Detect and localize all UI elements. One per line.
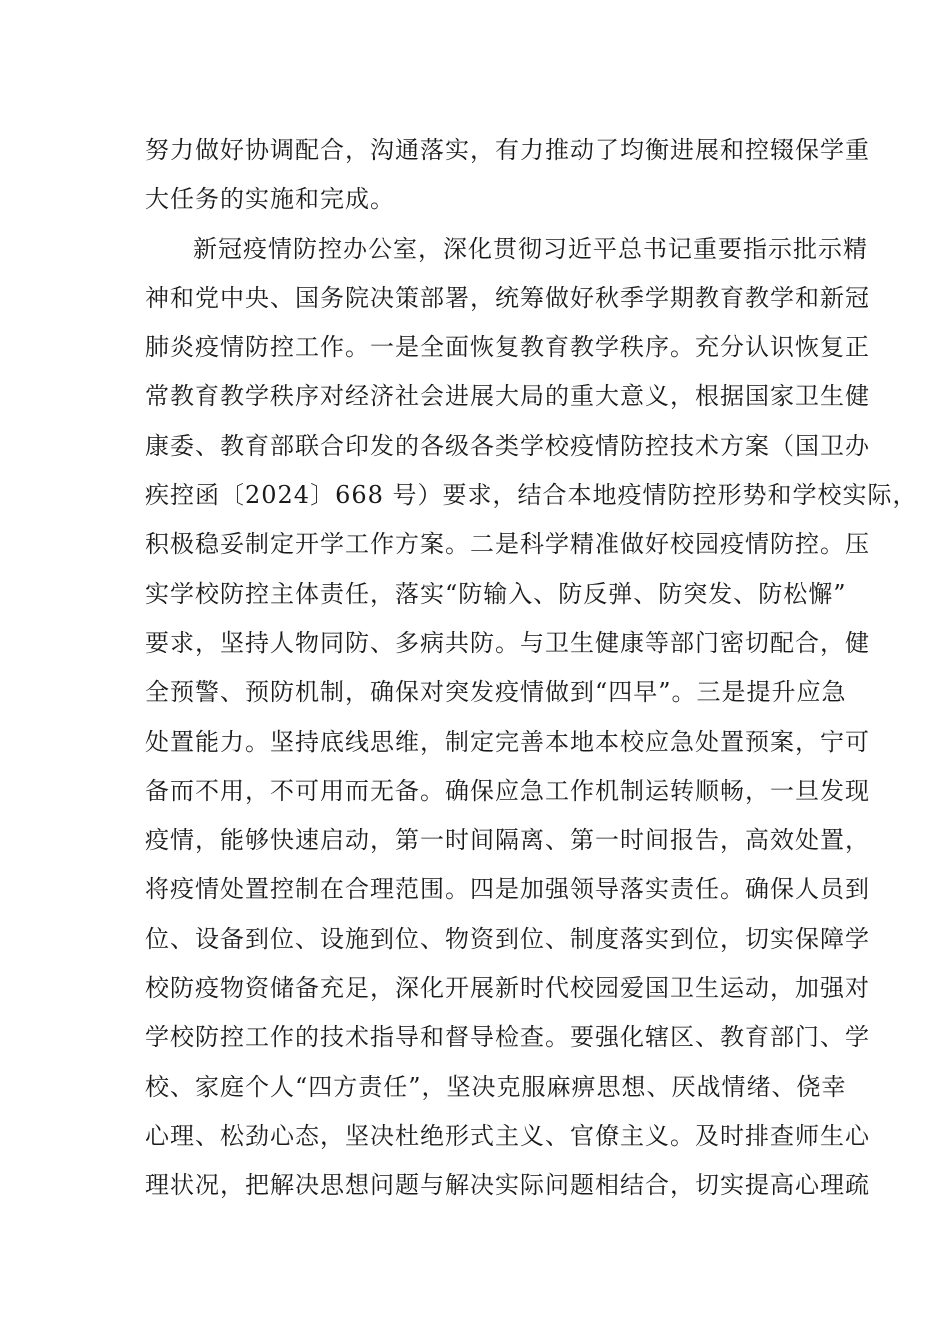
body-text bbox=[145, 126, 918, 1211]
text-line: 全预警、预防机制，确保对突发疫情做到“四早”。三是提升应急 bbox=[145, 678, 847, 707]
text-line: 理状况，把解决思想问题与解决实际问题相结合，切实提高心理疏 bbox=[145, 1171, 870, 1200]
text-line: 心理、松劲心态，坚决杜绝形式主义、官僚主义。及时排查师生心 bbox=[145, 1121, 870, 1150]
text-line: 努力做好协调配合，沟通落实，有力推动了均衡进展和控辍保学重 bbox=[145, 136, 870, 164]
text-line: 校防疫物资储备充足，深化开展新时代校园爱国卫生运动，加强对 bbox=[145, 974, 870, 1003]
text-line: 实学校防控主体责任，落实“防输入、防反弹、防突发、防松懈” bbox=[145, 579, 847, 608]
text-line: 肺炎疫情防控工作。一是全面恢复教育教学秩序。充分认识恢复正 bbox=[145, 333, 870, 362]
text-line: 校、家庭个人“四方责任”，坚决克服麻痹思想、厌战情绪、侥幸 bbox=[145, 1072, 847, 1101]
paragraph-first-line: 新冠疫情防控办公室，深化贯彻习近平总书记重要指示批示精 bbox=[193, 234, 868, 263]
text-line: 备而不用，不可用而无备。确保应急工作机制运转顺畅，一旦发现 bbox=[145, 776, 870, 805]
text-line: 神和党中央、国务院决策部署，统筹做好秋季学期教育教学和新冠 bbox=[145, 283, 870, 312]
text-line: 常教育教学秩序对经济社会进展大局的重大意义，根据国家卫生健 bbox=[145, 382, 870, 411]
text-line: 康委、教育部联合印发的各级各类学校疫情防控技术方案（国卫办 bbox=[145, 431, 870, 460]
text-line: 疫情，能够快速启动，第一时间隔离、第一时间报告，高效处置， bbox=[145, 826, 870, 855]
text-line: 积极稳妥制定开学工作方案。二是科学精准做好校园疫情防控。压 bbox=[145, 530, 870, 559]
text-line: 将疫情处置控制在合理范围。四是加强领导落实责任。确保人员到 bbox=[145, 875, 870, 904]
text-line: 大任务的实施和完成。 bbox=[145, 185, 395, 214]
text-line: 处置能力。坚持底线思维，制定完善本地本校应急处置预案，宁可 bbox=[145, 727, 870, 756]
text-line: 学校防控工作的技术指导和督导检查。要强化辖区、教育部门、学 bbox=[145, 1023, 870, 1052]
text-line: 位、设备到位、设施到位、物资到位、制度落实到位，切实保障学 bbox=[145, 924, 870, 953]
text-line: 要求，坚持人物同防、多病共防。与卫生健康等部门密切配合，健 bbox=[145, 628, 870, 657]
text-line: 疾控函〔2024〕668 号）要求，结合本地疫情防控形势和学校实际， bbox=[145, 481, 918, 510]
